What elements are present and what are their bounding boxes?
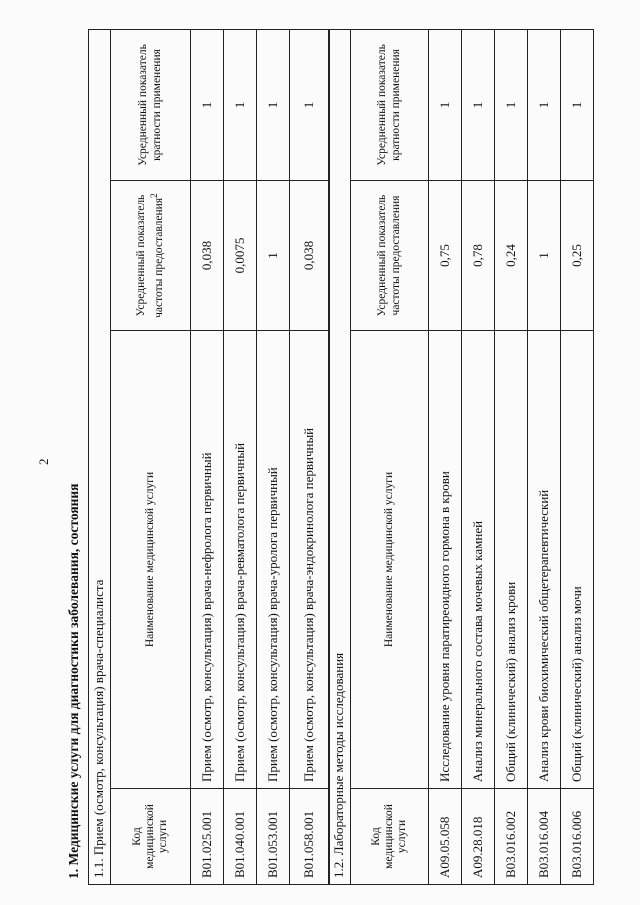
table-row <box>257 29 290 884</box>
header-code: Код медицинской услуги <box>111 789 191 885</box>
service-multiplicity: 1 <box>462 29 495 180</box>
table-caption: 1.2. Лабораторные методы исследования <box>329 29 351 884</box>
service-frequency: 1 <box>257 181 290 331</box>
service-code: B03.016.006 <box>561 789 594 885</box>
service-code: A09.28.018 <box>462 789 495 885</box>
service-multiplicity: 1 <box>561 29 594 180</box>
service-code: B01.053.001 <box>257 789 290 885</box>
footnote-mark: 2 <box>148 193 160 198</box>
service-name: Прием (осмотр, консультация) врача-уролога первичный <box>257 331 290 789</box>
service-frequency: 0,0075 <box>224 181 257 331</box>
page-number: 2 <box>36 458 51 465</box>
service-frequency: 0,75 <box>429 181 462 331</box>
service-name: Анализ крови биохимический общетерапевтический <box>528 331 561 789</box>
table-row <box>561 29 594 884</box>
service-name: Исследование уровня паратиреоидного гормона в крови <box>429 331 462 789</box>
service-multiplicity: 1 <box>257 29 290 180</box>
service-multiplicity: 1 <box>224 29 257 180</box>
service-frequency: 0,038 <box>290 181 330 331</box>
table-row <box>462 29 495 884</box>
table-header-row <box>351 29 429 884</box>
table-row <box>495 29 528 884</box>
service-name: Прием (осмотр, консультация) врача-эндокринолога первичный <box>290 331 330 789</box>
table-row <box>290 29 330 884</box>
header-frequency <box>111 181 191 331</box>
laboratory-table <box>328 29 594 885</box>
service-frequency: 0,24 <box>495 181 528 331</box>
table-row <box>224 29 257 884</box>
table-row <box>528 29 561 884</box>
service-multiplicity: 1 <box>528 29 561 180</box>
service-name: Прием (осмотр, консультация) врача-ревматолога первичный <box>224 331 257 789</box>
service-name: Общий (клинический) анализ мочи <box>561 331 594 789</box>
table-row <box>429 29 462 884</box>
table-caption: 1.1. Прием (осмотр, консультация) врача-специалиста <box>89 29 111 884</box>
service-code: B03.016.002 <box>495 789 528 885</box>
header-multiplicity: Усредненный показатель кратности применения <box>111 29 191 180</box>
service-code: B01.025.001 <box>191 789 224 885</box>
service-multiplicity: 1 <box>495 29 528 180</box>
service-multiplicity: 1 <box>290 29 330 180</box>
table-caption-row <box>329 29 351 884</box>
header-multiplicity: Усредненный показатель кратности применения <box>351 29 429 180</box>
service-code: A09.05.058 <box>429 789 462 885</box>
service-code: B01.040.001 <box>224 789 257 885</box>
service-multiplicity: 1 <box>191 29 224 180</box>
service-multiplicity: 1 <box>429 29 462 180</box>
table-caption-row <box>89 29 111 884</box>
service-frequency: 0,038 <box>191 181 224 331</box>
service-frequency: 0,78 <box>462 181 495 331</box>
header-code: Код медицинской услуги <box>351 789 429 885</box>
service-frequency: 1 <box>528 181 561 331</box>
service-name: Общий (клинический) анализ крови <box>495 331 528 789</box>
service-frequency: 0,25 <box>561 181 594 331</box>
service-code: B03.016.004 <box>528 789 561 885</box>
table-row <box>191 29 224 884</box>
service-name: Анализ минерального состава мочевых камней <box>462 331 495 789</box>
header-frequency-text: Усредненный показатель частоты предоставления <box>135 194 165 318</box>
header-name: Наименование медицинской услуги <box>351 331 429 789</box>
table-header-row <box>111 29 191 884</box>
consultations-table <box>88 29 330 885</box>
service-name: Прием (осмотр, консультация) врача-нефролога первичный <box>191 331 224 789</box>
header-name: Наименование медицинской услуги <box>111 331 191 789</box>
service-code: B01.058.001 <box>290 789 330 885</box>
section-title: 1. Медицинские услуги для диагностики заболевания, состояния <box>66 483 81 879</box>
header-frequency: Усредненный показатель частоты предоставления <box>351 181 429 331</box>
